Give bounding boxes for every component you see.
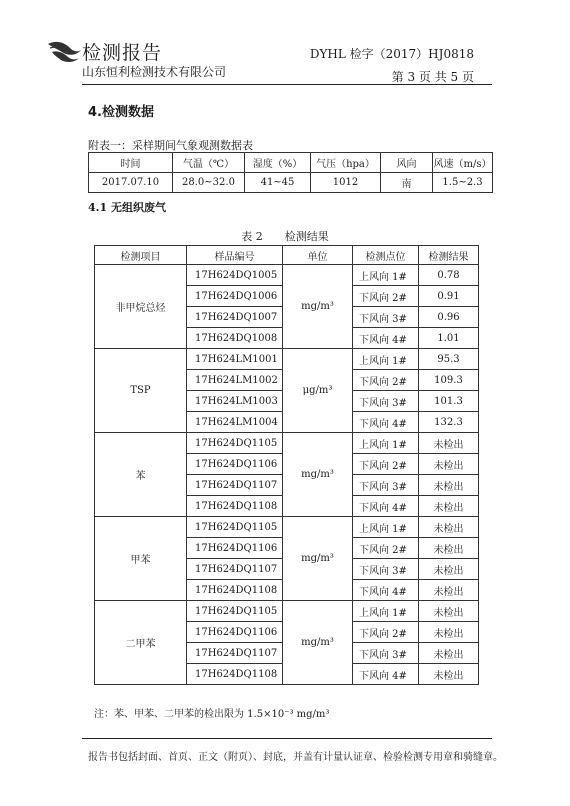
sample-no-cell: 17H624DQ1106 [187,622,283,643]
sample-no-cell: 17H624DQ1105 [187,517,283,538]
point-cell: 上风向 1# [353,349,419,370]
header-divider [82,84,492,85]
result-cell: 未检出 [419,622,479,643]
point-cell: 下风向 4# [353,412,419,433]
point-cell: 上风向 1# [353,433,419,454]
sample-no-cell: 17H624DQ1106 [187,538,283,559]
weather-data-cell: 1.5~2.3 [433,173,493,193]
sample-no-cell: 17H624DQ1008 [187,328,283,349]
result-cell: 未检出 [419,559,479,580]
result-cell: 101.3 [419,391,479,412]
sample-no-cell: 17H624LM1002 [187,370,283,391]
result-cell: 109.3 [419,370,479,391]
result-cell: 0.96 [419,307,479,328]
table-row [95,349,479,370]
sample-no-cell: 17H624LM1003 [187,391,283,412]
sample-no-cell: 17H624DQ1005 [187,265,283,286]
results-header-row [95,246,479,265]
sample-no-cell: 17H624DQ1006 [187,286,283,307]
result-cell: 未检出 [419,433,479,454]
point-cell: 下风向 3# [353,391,419,412]
sample-no-cell: 17H624DQ1108 [187,580,283,601]
result-cell: 未检出 [419,517,479,538]
weather-header-cell: 时间 [89,153,173,173]
sample-no-cell: 17H624DQ1107 [187,643,283,664]
result-cell: 未检出 [419,454,479,475]
results-header-cell: 检测项目 [95,246,187,265]
table-row [95,265,479,286]
company-name: 山东恒利检测技术有限公司 [82,65,227,79]
detection-limit-note: 注：苯、甲苯、二甲苯的检出限为 1.5×10⁻³ mg/m³ [94,709,330,720]
point-cell: 下风向 2# [353,622,419,643]
result-cell: 0.91 [419,286,479,307]
point-cell: 下风向 3# [353,559,419,580]
weather-data-cell: 1012 [311,173,381,193]
unit-cell: μg/m³ [283,349,353,433]
table-row [95,601,479,622]
sample-no-cell: 17H624DQ1105 [187,601,283,622]
result-cell: 1.01 [419,328,479,349]
footer-divider [82,738,492,739]
sample-no-cell: 17H624DQ1106 [187,454,283,475]
appendix-caption: 附表一：采样期间气象观测数据表 [88,139,253,152]
results-header-cell: 样品编号 [187,246,283,265]
weather-data-cell: 28.0~32.0 [173,173,245,193]
subsection-title: 4.1 无组织废气 [88,201,166,214]
table-row [95,517,479,538]
sample-no-cell: 17H624DQ1108 [187,664,283,685]
table-row [95,433,479,454]
result-cell: 未检出 [419,580,479,601]
point-cell: 下风向 2# [353,286,419,307]
point-cell: 上风向 1# [353,265,419,286]
weather-header-cell: 风速（m/s） [433,153,493,173]
sample-no-cell: 17H624DQ1007 [187,307,283,328]
point-cell: 下风向 4# [353,580,419,601]
unit-cell: mg/m³ [283,601,353,685]
sample-no-cell: 17H624LM1001 [187,349,283,370]
weather-data-cell: 南 [381,173,433,193]
weather-table [88,152,493,193]
document-number: DYHL 检字（2017）HJ0818 [309,47,474,61]
results-header-cell: 检测点位 [353,246,419,265]
result-cell: 未检出 [419,601,479,622]
unit-cell: mg/m³ [283,433,353,517]
sample-no-cell: 17H624DQ1107 [187,475,283,496]
weather-header-cell: 湿度（%） [245,153,311,173]
result-cell: 未检出 [419,475,479,496]
weather-header-row [89,153,493,173]
sample-no-cell: 17H624DQ1108 [187,496,283,517]
result-cell: 未检出 [419,496,479,517]
weather-data-row [89,173,493,193]
results-header-cell: 单位 [283,246,353,265]
point-cell: 下风向 4# [353,328,419,349]
point-cell: 下风向 2# [353,370,419,391]
page-indicator: 第 3 页 共 5 页 [391,70,474,84]
footer-text: 报告书包括封面、首页、正文（附页）、封底，并盖有计量认证章、检验检测专用章和骑缝章。 [88,752,503,763]
result-cell: 未检出 [419,643,479,664]
weather-header-cell: 气压（hpa） [311,153,381,173]
results-header-cell: 检测结果 [419,246,479,265]
result-cell: 未检出 [419,538,479,559]
sample-no-cell: 17H624DQ1107 [187,559,283,580]
item-cell: 甲苯 [95,517,187,601]
point-cell: 下风向 4# [353,496,419,517]
weather-header-cell: 风向 [381,153,433,173]
point-cell: 下风向 3# [353,307,419,328]
weather-header-cell: 气温（℃） [173,153,245,173]
weather-data-cell: 2017.07.10 [89,173,173,193]
point-cell: 下风向 3# [353,643,419,664]
result-cell: 未检出 [419,664,479,685]
sample-no-cell: 17H624LM1004 [187,412,283,433]
results-table [94,245,479,685]
item-cell: TSP [95,349,187,433]
bird-logo-icon [46,36,82,64]
point-cell: 上风向 1# [353,517,419,538]
point-cell: 下风向 2# [353,454,419,475]
point-cell: 下风向 3# [353,475,419,496]
section-title: 4.检测数据 [88,105,154,120]
result-cell: 132.3 [419,412,479,433]
report-title: 检测报告 [82,42,163,64]
result-cell: 95.3 [419,349,479,370]
results-table-caption: 表 2 检测结果 [241,230,329,243]
sample-no-cell: 17H624DQ1105 [187,433,283,454]
unit-cell: mg/m³ [283,265,353,349]
result-cell: 0.78 [419,265,479,286]
weather-data-cell: 41~45 [245,173,311,193]
point-cell: 下风向 4# [353,664,419,685]
unit-cell: mg/m³ [283,517,353,601]
point-cell: 上风向 1# [353,601,419,622]
item-cell: 苯 [95,433,187,517]
item-cell: 非甲烷总烃 [95,265,187,349]
item-cell: 二甲苯 [95,601,187,685]
point-cell: 下风向 2# [353,538,419,559]
